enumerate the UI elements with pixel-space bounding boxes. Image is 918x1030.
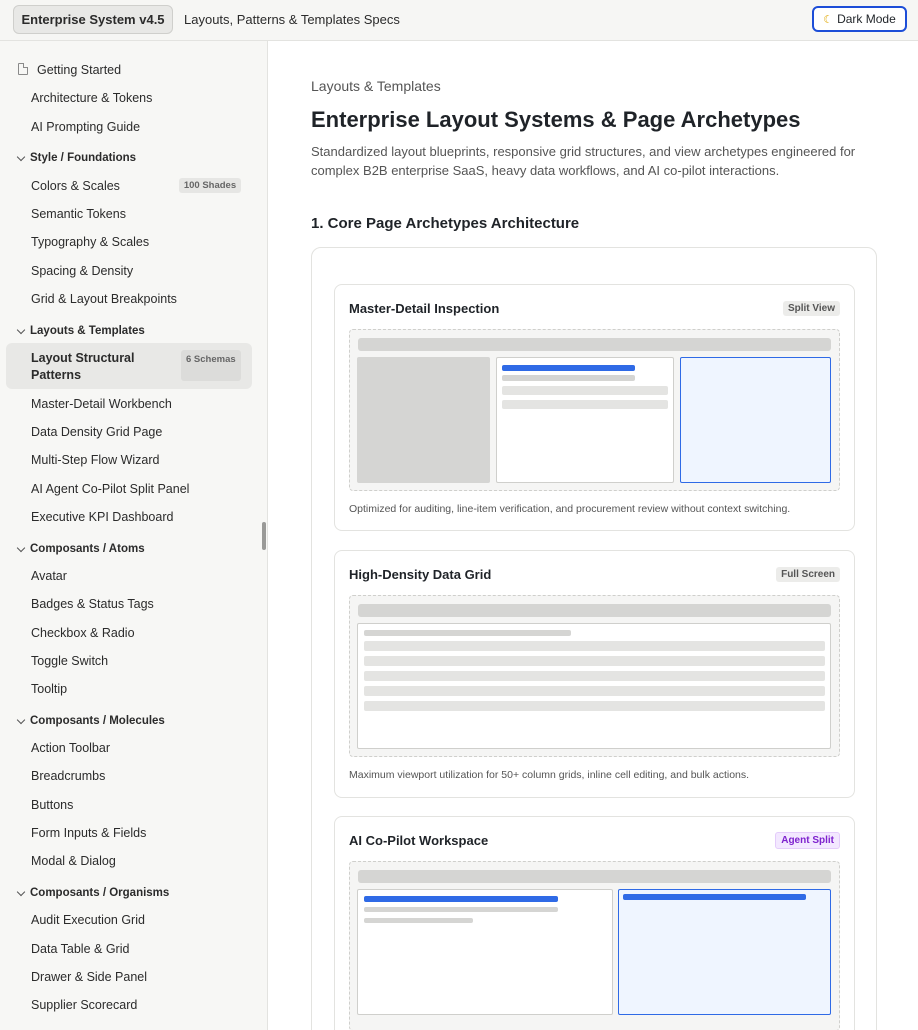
sidebar-item-avatar[interactable]: Avatar: [31, 569, 67, 583]
sidebar-item-master-detail[interactable]: Master-Detail Workbench: [31, 397, 172, 411]
sidebar-item-modal[interactable]: Modal & Dialog: [31, 854, 116, 868]
preview-row: [364, 656, 825, 666]
archetype-description: Maximum viewport utilization for 50+ column grids, inline cell editing, and bulk actions.: [349, 769, 750, 781]
sidebar-item-data-table[interactable]: Data Table & Grid: [31, 942, 130, 956]
preview-workspace-pane: [357, 889, 613, 1015]
preview-line: [502, 400, 668, 409]
sidebar-item-semantic-tokens[interactable]: Semantic Tokens: [31, 207, 126, 221]
sidebar-item-supplier[interactable]: Supplier Scorecard: [31, 998, 138, 1012]
sidebar-item-drawer[interactable]: Drawer & Side Panel: [31, 970, 148, 984]
section-label: Composants / Atoms: [30, 543, 145, 555]
section-label: Composants / Organisms: [30, 887, 170, 899]
top-bar: [0, 0, 918, 41]
section-label: Composants / Molecules: [30, 715, 165, 727]
preview-line: [364, 918, 473, 923]
sidebar: [0, 41, 268, 1030]
sidebar-badge-shades: 100 Shades: [179, 178, 241, 193]
archetype-tag: Agent Split: [775, 832, 840, 849]
brand-button[interactable]: Enterprise System v4.5: [13, 5, 173, 34]
resize-handle[interactable]: [262, 522, 266, 550]
sidebar-section-layouts[interactable]: [18, 325, 145, 337]
archetype-description: Optimized for auditing, line-item verification, and procurement review without context switching.: [349, 503, 791, 515]
preview-detail-pane: [680, 357, 831, 483]
sidebar-item-multistep[interactable]: Multi-Step Flow Wizard: [31, 453, 160, 467]
sidebar-section-atoms[interactable]: [18, 543, 145, 555]
document-icon: [18, 63, 28, 75]
sidebar-section-molecules[interactable]: [18, 715, 165, 727]
sidebar-item-badges[interactable]: Badges & Status Tags: [31, 597, 154, 611]
preview-row: [364, 701, 825, 711]
page-spec-title: Layouts, Patterns & Templates Specs: [184, 12, 400, 27]
sidebar-item-architecture[interactable]: Architecture & Tokens: [31, 91, 153, 105]
breadcrumb[interactable]: Layouts & Templates: [311, 78, 441, 94]
layout-preview: [349, 861, 840, 1030]
archetype-tag: Split View: [783, 301, 840, 316]
sidebar-item-data-density[interactable]: Data Density Grid Page: [31, 425, 163, 439]
preview-header: [358, 338, 831, 351]
sidebar-item-layout-patterns[interactable]: [6, 343, 252, 389]
archetype-title: High-Density Data Grid: [349, 567, 492, 582]
sidebar-item-form-inputs[interactable]: Form Inputs & Fields: [31, 826, 147, 840]
sidebar-item-audit-grid[interactable]: Audit Execution Grid: [31, 913, 145, 927]
preview-line: [502, 386, 668, 395]
preview-line: [502, 365, 635, 371]
preview-line: [364, 907, 558, 912]
archetype-card-master-detail: [334, 284, 855, 531]
sidebar-item-breadcrumbs[interactable]: Breadcrumbs: [31, 769, 106, 783]
main-content: [269, 41, 918, 1030]
sidebar-item-checkbox[interactable]: Checkbox & Radio: [31, 626, 135, 640]
layout-preview: [349, 329, 840, 491]
sidebar-badge-schemas: 6 Schemas: [181, 350, 241, 381]
sidebar-item-getting-started[interactable]: Getting Started: [37, 63, 122, 77]
sidebar-section-organisms[interactable]: [18, 887, 169, 899]
page-title: Enterprise Layout Systems & Page Archetypes: [311, 107, 801, 132]
archetype-title: AI Co-Pilot Workspace: [349, 833, 489, 848]
page-lead: Standardized layout blueprints, responsive grid structures, and view archetypes engineered for complex B2B enterprise SaaS, heavy data workflows, and AI co-pilot interactions.: [311, 144, 856, 178]
chevron-down-icon: [17, 887, 25, 895]
preview-row: [364, 686, 825, 696]
section-label: Style / Foundations: [30, 152, 137, 164]
sidebar-item-ai-copilot[interactable]: AI Agent Co-Pilot Split Panel: [31, 482, 190, 496]
preview-grid-pane: [357, 623, 831, 749]
layout-preview: [349, 595, 840, 757]
chevron-down-icon: [17, 152, 25, 160]
preview-line: [623, 894, 806, 900]
chevron-down-icon: [17, 715, 25, 723]
preview-row: [364, 641, 825, 651]
sidebar-item-grid[interactable]: Grid & Layout Breakpoints: [31, 292, 177, 306]
sidebar-item-action-toolbar[interactable]: Action Toolbar: [31, 741, 110, 755]
sidebar-item-toggle[interactable]: Toggle Switch: [31, 654, 109, 668]
preview-line: [364, 630, 571, 636]
preview-line: [502, 375, 635, 381]
chevron-down-icon: [17, 325, 25, 333]
archetype-card-ai-copilot: [334, 816, 855, 1030]
preview-list-pane: [496, 357, 674, 483]
sidebar-item-kpi-dashboard[interactable]: Executive KPI Dashboard: [31, 510, 174, 524]
dark-mode-button[interactable]: [812, 6, 907, 32]
sidebar-item-label: Layout Structural Patterns: [31, 351, 135, 382]
archetype-card-data-grid: [334, 550, 855, 798]
preview-nav-pane: [357, 357, 490, 483]
preview-line: [364, 896, 558, 902]
section-label: Layouts & Templates: [30, 325, 145, 337]
sidebar-item-colors[interactable]: Colors & Scales: [31, 179, 120, 193]
sidebar-item-buttons[interactable]: Buttons: [31, 798, 74, 812]
moon-icon: ☾: [823, 13, 834, 26]
preview-row: [364, 671, 825, 681]
sidebar-item-spacing[interactable]: Spacing & Density: [31, 264, 134, 278]
sidebar-item-ai-prompting[interactable]: AI Prompting Guide: [31, 120, 141, 134]
preview-header: [358, 870, 831, 883]
archetype-tag: Full Screen: [776, 567, 840, 582]
preview-agent-pane: [618, 889, 831, 1015]
preview-header: [358, 604, 831, 617]
archetype-title: Master-Detail Inspection: [349, 301, 500, 316]
section-title: 1. Core Page Archetypes Architecture: [311, 215, 580, 232]
chevron-down-icon: [17, 543, 25, 551]
sidebar-section-foundations[interactable]: [18, 152, 136, 164]
dark-mode-label: Dark Mode: [837, 12, 896, 26]
sidebar-item-typography[interactable]: Typography & Scales: [31, 235, 150, 249]
sidebar-item-tooltip[interactable]: Tooltip: [31, 682, 68, 696]
